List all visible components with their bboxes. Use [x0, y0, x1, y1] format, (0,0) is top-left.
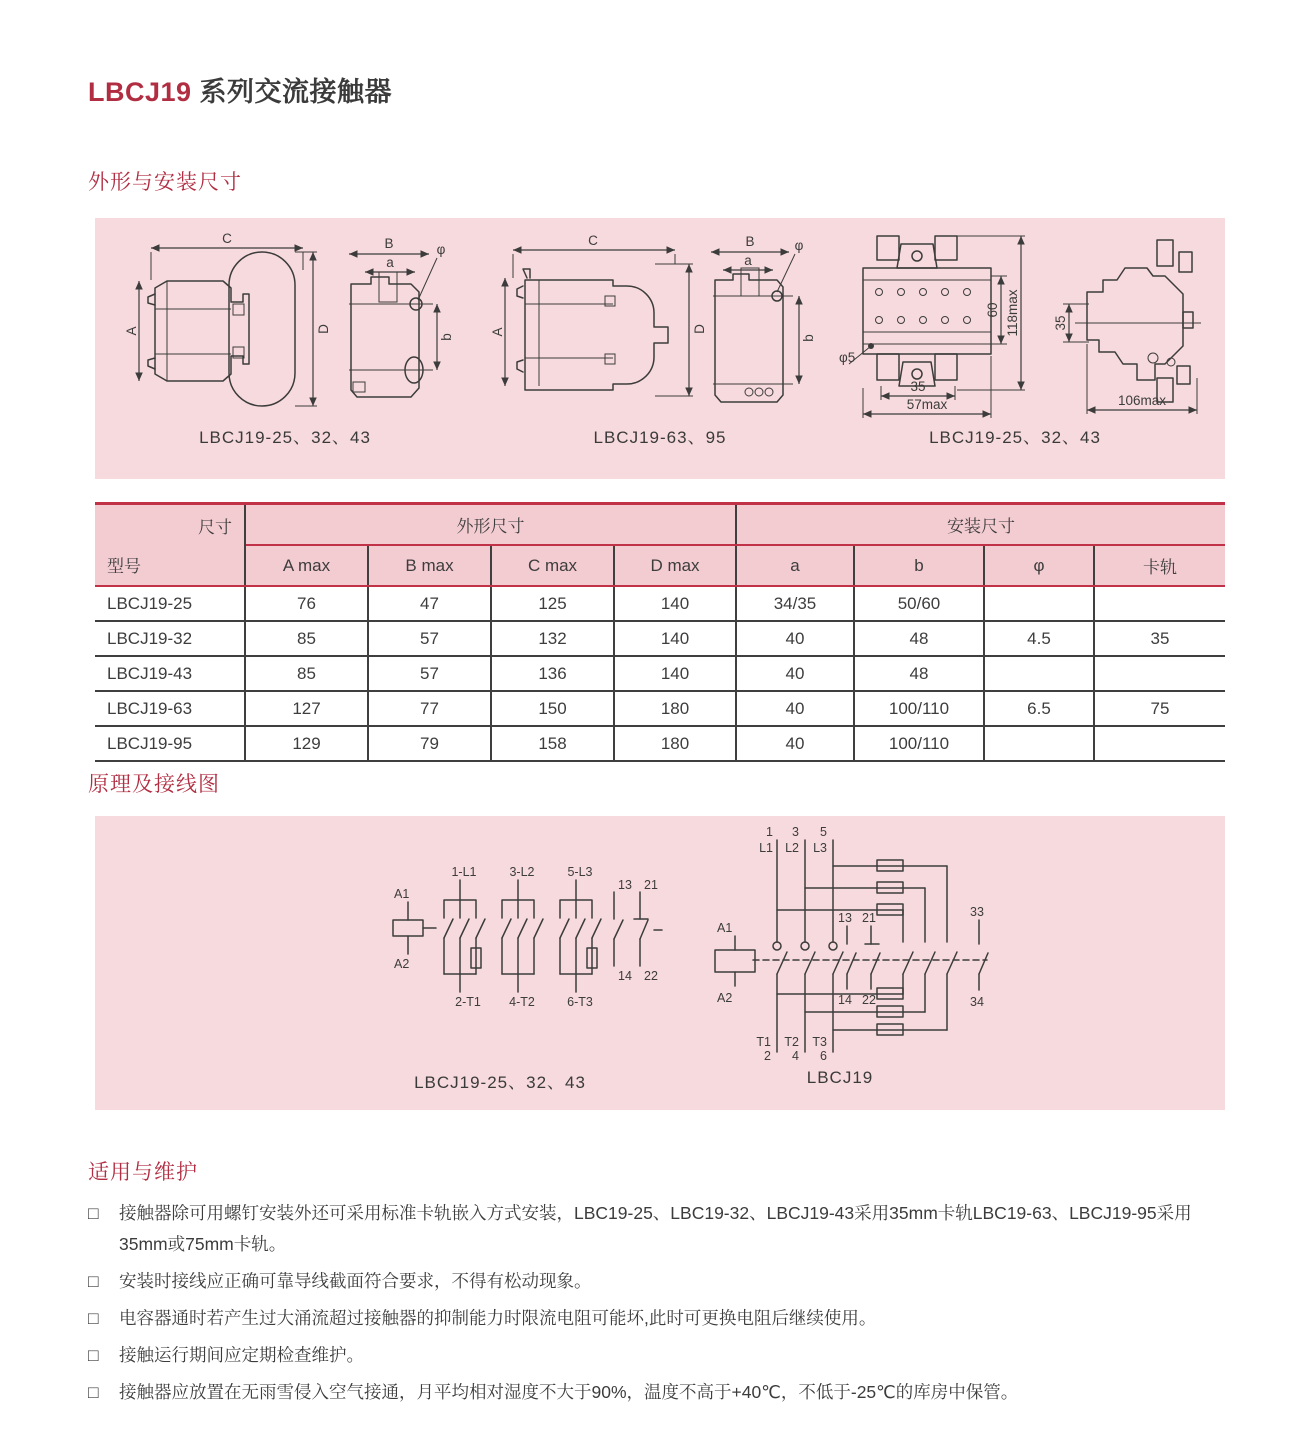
table-cell: 125 [491, 586, 614, 621]
bullet-square-icon: □ [88, 1345, 99, 1365]
terminal-label: 4 [792, 1049, 799, 1063]
col-header-a: a [736, 545, 854, 586]
table-cell: 40 [736, 656, 854, 691]
terminal-label-a2: A2 [717, 991, 733, 1005]
table-cell: 150 [491, 691, 614, 726]
dim-label-b-small: b [439, 333, 454, 341]
table-cell: 180 [614, 726, 736, 761]
dim-label-a-small: a [386, 255, 394, 270]
col-header-bmax: B max [368, 545, 491, 586]
table-cell: 140 [614, 586, 736, 621]
usage-bullet-text: 接触运行期间应定期检查维护。 [119, 1345, 364, 1365]
table-cell [984, 656, 1094, 691]
usage-bullet [88, 1266, 1206, 1297]
section-heading-usage: 适用与维护 [88, 1161, 198, 1184]
table-column-header-row [95, 545, 1225, 586]
usage-notes [88, 1198, 1206, 1414]
usage-bullet [88, 1303, 1206, 1334]
model-cell: LBCJ19-63 [95, 691, 245, 726]
dim-label-phi5: φ5 [839, 350, 856, 365]
col-header-phi: φ [984, 545, 1094, 586]
table-cell: 100/110 [854, 691, 984, 726]
usage-bullet-text: 电容器通时若产生过大涌流超过接触器的抑制能力时限流电阻可能坏,此时可更换电阻后继续使用。 [119, 1308, 877, 1328]
dim-label-57max: 57max [906, 397, 948, 412]
dim-label-106max: 106max [1117, 393, 1167, 408]
terminal-label: 2 [764, 1049, 771, 1063]
col-header-cmax: C max [491, 545, 614, 586]
table-cell: 4.5 [984, 621, 1094, 656]
usage-bullet [88, 1198, 1206, 1260]
corner-label-size: 尺寸 [198, 518, 232, 537]
wiring-diagram-small [380, 862, 662, 1014]
table-cell [984, 586, 1094, 621]
page-title-rest: 系列交流接触器 [199, 77, 393, 107]
table-cell [1094, 586, 1225, 621]
outline-drawing-3 [835, 228, 1215, 433]
outline-drawing-1 [124, 231, 465, 429]
dim-label-s35: 35 [1053, 315, 1068, 331]
pole-label: 1-L1 [451, 865, 477, 879]
wiring-panel [95, 816, 1225, 1110]
dim-label-60: 60 [985, 302, 1000, 318]
aux-label-22: 22 [644, 969, 658, 983]
usage-bullet [88, 1340, 1206, 1371]
table-cell [1094, 726, 1225, 761]
terminal-label: L3 [813, 841, 827, 855]
outline-drawing-2 [490, 233, 823, 429]
table-cell: 132 [491, 621, 614, 656]
table-cell: 76 [245, 586, 368, 621]
dim-label-b-cap: B [384, 236, 394, 251]
terminal-label: L1 [759, 841, 773, 855]
model-cell: LBCJ19-43 [95, 656, 245, 691]
table-cell: 34/35 [736, 586, 854, 621]
dim-label-118max: 118max [1005, 289, 1020, 337]
table-cell: 40 [736, 691, 854, 726]
usage-bullet-text: 接触器应放置在无雨雪侵入空气接通，月平均相对湿度不大于90%，温度不高于+40℃，不低于-25℃的库房中保管。 [119, 1382, 1019, 1402]
aux-label-14: 14 [838, 993, 852, 1007]
table-row [95, 691, 1225, 726]
bullet-square-icon: □ [88, 1382, 99, 1402]
pole-label: 4-T2 [509, 995, 535, 1009]
section-heading-outline: 外形与安装尺寸 [88, 171, 242, 194]
terminal-label: 3 [792, 825, 799, 839]
table-cell: 77 [368, 691, 491, 726]
usage-bullet [88, 1377, 1206, 1408]
usage-bullet-text: 安装时接线应正确可靠导线截面符合要求，不得有松动现象。 [119, 1271, 592, 1291]
aux-label-22: 22 [862, 993, 876, 1007]
table-cell: 100/110 [854, 726, 984, 761]
table-cell: 79 [368, 726, 491, 761]
terminal-label: 6 [820, 1049, 827, 1063]
model-cell: LBCJ19-32 [95, 621, 245, 656]
aux-label-21: 21 [862, 911, 876, 925]
table-cell [1094, 656, 1225, 691]
aux-label-21: 21 [644, 878, 658, 892]
dim-label-b-cap: B [745, 234, 755, 249]
pole-label: 6-T3 [567, 995, 593, 1009]
dim-label-d: D [692, 324, 707, 334]
outline-panel [95, 218, 1225, 479]
dimensions-table [95, 502, 1225, 762]
table-cell: 85 [245, 621, 368, 656]
bullet-square-icon: □ [88, 1271, 99, 1291]
outline-caption-2: LBCJ19-63、95 [593, 428, 727, 447]
dim-label-phi: φ [436, 242, 446, 257]
table-cell: 47 [368, 586, 491, 621]
section-heading-wiring: 原理及接线图 [88, 773, 220, 796]
table-cell: 140 [614, 621, 736, 656]
page-title [88, 70, 392, 109]
aux-label-34: 34 [970, 995, 984, 1009]
outline-caption-1: LBCJ19-25、32、43 [199, 428, 371, 447]
dim-label-35: 35 [910, 379, 926, 394]
terminal-label: L2 [785, 841, 799, 855]
wiring-diagram-full [695, 824, 995, 1066]
table-cell: 48 [854, 621, 984, 656]
table-cell: 35 [1094, 621, 1225, 656]
pole-label: 3-L2 [509, 865, 535, 879]
dim-label-b-small: b [801, 334, 816, 342]
wiring-caption-2: LBCJ19 [806, 1068, 874, 1087]
outline-caption-3: LBCJ19-25、32、43 [929, 428, 1101, 447]
table-cell: 6.5 [984, 691, 1094, 726]
col-header-dmax: D max [614, 545, 736, 586]
group-header-outline-dims: 外形尺寸 [245, 504, 736, 546]
table-cell: 136 [491, 656, 614, 691]
table-cell: 140 [614, 656, 736, 691]
bullet-square-icon: □ [88, 1308, 99, 1328]
terminal-label-a2: A2 [394, 957, 410, 971]
dim-label-phi: φ [794, 238, 804, 253]
bullet-square-icon: □ [88, 1203, 99, 1223]
table-cell: 129 [245, 726, 368, 761]
pole-label: 2-T1 [455, 995, 481, 1009]
terminal-label-a1: A1 [394, 887, 410, 901]
table-row [95, 586, 1225, 621]
page-title-model: LBCJ19 [88, 77, 192, 107]
col-header-amax: A max [245, 545, 368, 586]
table-cell: 57 [368, 656, 491, 691]
corner-label-model: 型号 [107, 557, 141, 576]
pole-label: 5-L3 [567, 865, 593, 879]
aux-label-13: 13 [618, 878, 632, 892]
table-cell: 158 [491, 726, 614, 761]
table-cell: 40 [736, 621, 854, 656]
terminal-label: T1 [756, 1035, 771, 1049]
model-cell: LBCJ19-95 [95, 726, 245, 761]
aux-label-14: 14 [618, 969, 632, 983]
model-cell: LBCJ19-25 [95, 586, 245, 621]
table-corner-cell [95, 504, 245, 587]
dim-label-a: A [124, 326, 139, 336]
usage-bullet-text: 接触器除可用螺钉安装外还可采用标准卡轨嵌入方式安装，LBC19-25、LBC19-32、LBCJ19-43采用35mm卡轨LBC19-63、LBCJ19-95采用35mm或75mm卡轨。 [119, 1203, 1192, 1254]
table-row [95, 656, 1225, 691]
col-header-b: b [854, 545, 984, 586]
table-cell: 75 [1094, 691, 1225, 726]
table-row [95, 621, 1225, 656]
terminal-label: T3 [812, 1035, 827, 1049]
dim-label-c: C [588, 233, 598, 248]
terminal-label-a1: A1 [717, 921, 733, 935]
table-cell [984, 726, 1094, 761]
table-cell: 57 [368, 621, 491, 656]
table-cell: 85 [245, 656, 368, 691]
aux-label-33: 33 [970, 905, 984, 919]
terminal-label: T2 [784, 1035, 799, 1049]
col-header-rail: 卡轨 [1094, 545, 1225, 586]
table-cell: 50/60 [854, 586, 984, 621]
table-cell: 180 [614, 691, 736, 726]
dim-label-a: A [490, 327, 505, 337]
table-cell: 48 [854, 656, 984, 691]
wiring-caption-1: LBCJ19-25、32、43 [414, 1073, 586, 1092]
dim-label-a-small: a [744, 253, 752, 268]
table-cell: 127 [245, 691, 368, 726]
terminal-label: 1 [766, 825, 773, 839]
table-row [95, 726, 1225, 761]
table-group-header-row [95, 504, 1225, 546]
aux-label-13: 13 [838, 911, 852, 925]
table-cell: 40 [736, 726, 854, 761]
terminal-label: 5 [820, 825, 827, 839]
dim-label-d: D [316, 324, 331, 334]
group-header-mount-dims: 安装尺寸 [736, 504, 1225, 546]
dim-label-c: C [222, 231, 232, 246]
